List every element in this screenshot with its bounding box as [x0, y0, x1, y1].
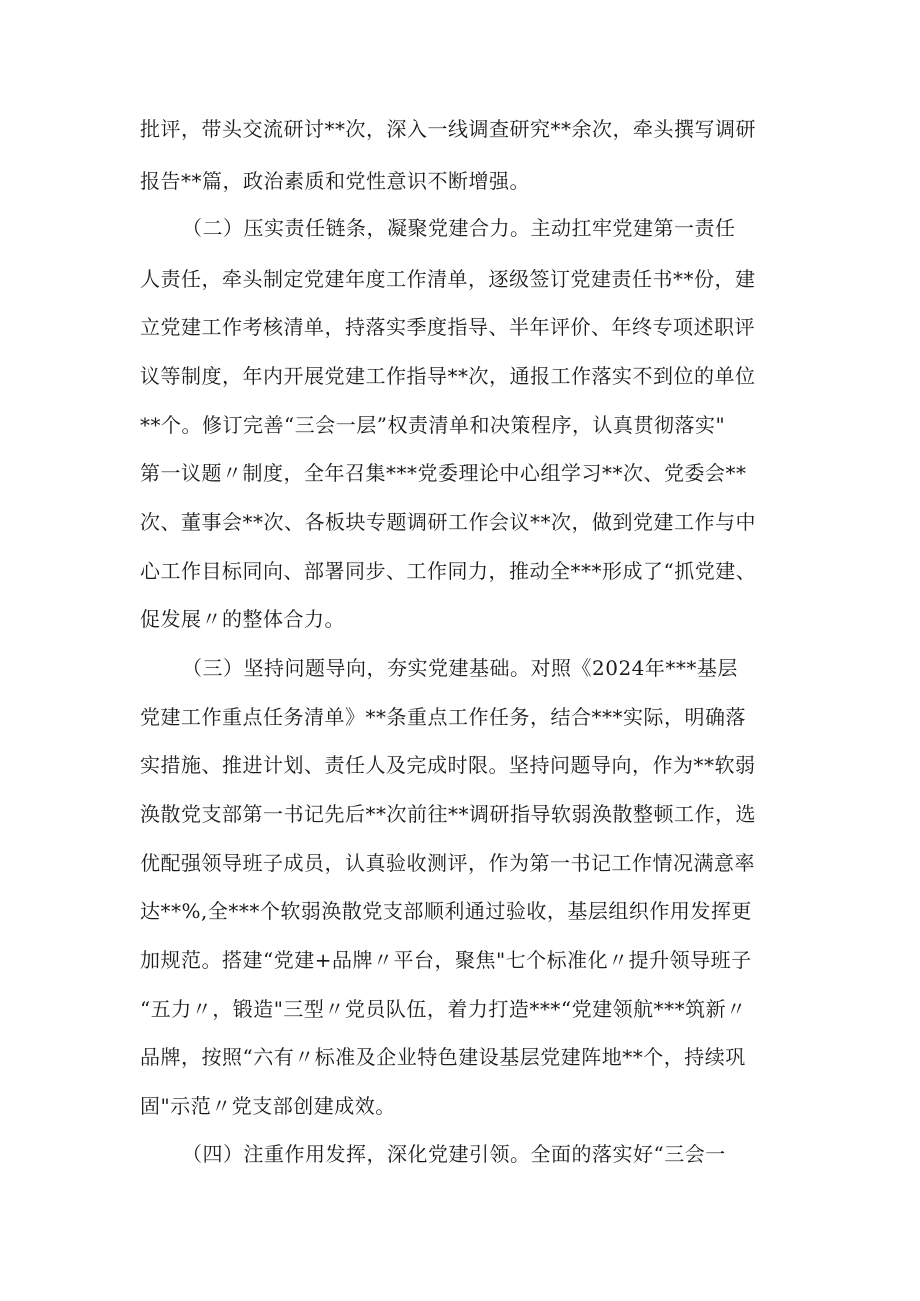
text-line-16: 优配强领导班子成员，认真验收测评，作为第一书记工作情况满意率 — [140, 851, 755, 875]
text-line-5: 立党建工作考核清单，持落实季度指导、半年评价、年终专项述职评 — [140, 315, 755, 339]
section-4-heading-line: （四）注重作用发挥，深化党建引领。全面的落实好“三会一 — [182, 1142, 726, 1166]
text-line-1: 批评，带头交流研讨**次，深入一线调查研究**余次，牵头撰写调研 — [140, 117, 756, 141]
text-line-8: 第一议题〃制度，全年召集***党委理论中心组学习**次、党委会** — [140, 461, 747, 485]
text-line-4: 人责任，牵头制定党建年度工作清单，逐级签订党建责任书**份，建 — [140, 267, 756, 291]
text-line-14: 实措施、推进计划、责任人及完成时限。坚持问题导向，作为**软弱 — [140, 753, 756, 777]
text-line-11: 促发展〃的整体合力。 — [140, 607, 345, 631]
text-line-10: 心工作目标同向、部署同步、工作同力，推动全***形成了“抓党建、 — [140, 559, 757, 583]
section-3-heading-line: （三）坚持问题导向，夯实党建基础。对照《2024年***基层 — [182, 656, 738, 680]
text-line-20: 品牌，按照“六有〃标准及企业特色建设基层党建阵地**个，持续巩 — [140, 1045, 746, 1069]
text-line-18: 加规范。搭建“党建+品牌〃平台，聚焦"七个标准化〃提升领导班子 — [140, 948, 752, 972]
text-line-17: 达**%,全***个软弱涣散党支部顺利通过验收，基层组织作用发挥更 — [140, 899, 752, 923]
text-line-2: 报告**篇，政治素质和党性意识不断增强。 — [140, 169, 530, 193]
text-line-15: 涣散党支部第一书记先后**次前往**调研指导软弱涣散整顿工作，选 — [140, 802, 756, 826]
section-2-heading-line: （二）压实责任链条，凝聚党建合力。主动扛牢党建第一责任 — [182, 216, 736, 240]
text-line-6: 议等制度，年内开展党建工作指导**次，通报工作落实不到位的单位 — [140, 364, 756, 388]
text-line-19: “五力〃，锻造"三型〃党员队伍，着力打造***“党建领航***筑新〃 — [140, 997, 747, 1021]
text-line-9: 次、董事会**次、各板块专题调研工作会议**次，做到党建工作与中 — [140, 510, 756, 534]
text-line-13: 党建工作重点任务清单》**条重点工作任务，结合***实际，明确落 — [140, 705, 746, 729]
text-line-7: **个。修订完善“三会一层”权责清单和决策程序，认真贯彻落实" — [140, 413, 726, 437]
text-line-21: 固"示范〃党支部创建成效。 — [140, 1094, 396, 1118]
